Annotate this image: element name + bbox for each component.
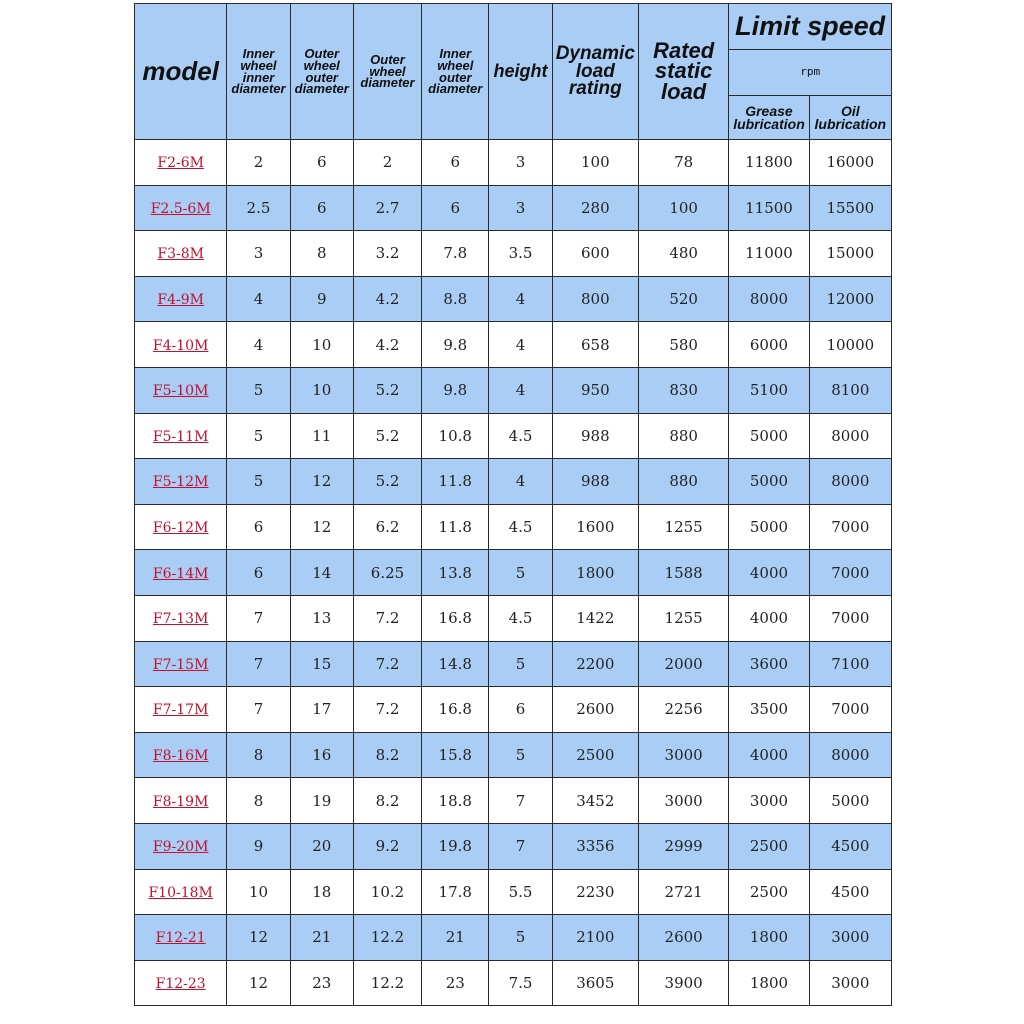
static-load-cell: 2256	[638, 687, 728, 733]
height-cell: 3.5	[489, 231, 552, 277]
height-cell: 5	[489, 641, 552, 687]
model-link[interactable]: F5-12M	[152, 474, 209, 491]
table-row	[135, 322, 892, 368]
header-oil-lubrication: Oil lubrication	[809, 96, 891, 140]
height-cell: 7	[489, 823, 552, 869]
model-link[interactable]: F6-12M	[152, 520, 209, 537]
model-cell	[135, 504, 227, 550]
oil-speed-cell: 8000	[809, 459, 891, 505]
outer-outer-diameter-cell: 6	[290, 140, 353, 186]
inner-inner-diameter-cell: 6	[227, 504, 290, 550]
outer-outer-diameter-cell: 18	[290, 869, 353, 915]
model-cell	[135, 732, 227, 778]
dynamic-load-cell: 3356	[552, 823, 638, 869]
model-link[interactable]: F5-10M	[152, 383, 209, 400]
inner-outer-diameter-cell: 13.8	[422, 550, 489, 596]
table-row	[135, 231, 892, 277]
inner-outer-diameter-cell: 9.8	[422, 322, 489, 368]
model-cell	[135, 869, 227, 915]
oil-speed-cell: 5000	[809, 778, 891, 824]
grease-speed-cell: 5000	[729, 459, 809, 505]
oil-speed-cell: 3000	[809, 960, 891, 1006]
outer-diameter-cell: 12.2	[353, 960, 421, 1006]
header-outer-diameter: Outer wheel diameter	[353, 4, 421, 140]
model-cell	[135, 231, 227, 277]
inner-outer-diameter-cell: 8.8	[422, 276, 489, 322]
grease-speed-cell: 5000	[729, 413, 809, 459]
model-link[interactable]: F2.5-6M	[150, 200, 211, 217]
oil-speed-cell: 7100	[809, 641, 891, 687]
model-link[interactable]: F8-19M	[152, 793, 209, 810]
height-cell: 6	[489, 687, 552, 733]
static-load-cell: 2999	[638, 823, 728, 869]
header-dynamic-load-rating: Dynamic load rating	[552, 4, 638, 140]
dynamic-load-cell: 3605	[552, 960, 638, 1006]
model-cell	[135, 595, 227, 641]
inner-outer-diameter-cell: 19.8	[422, 823, 489, 869]
height-cell: 4	[489, 367, 552, 413]
outer-outer-diameter-cell: 10	[290, 322, 353, 368]
model-link[interactable]: F4-10M	[152, 337, 209, 354]
static-load-cell: 2000	[638, 641, 728, 687]
outer-outer-diameter-cell: 16	[290, 732, 353, 778]
dynamic-load-cell: 988	[552, 413, 638, 459]
outer-diameter-cell: 7.2	[353, 641, 421, 687]
grease-speed-cell: 1800	[729, 915, 809, 961]
height-cell: 4	[489, 459, 552, 505]
model-link[interactable]: F12-23	[155, 975, 206, 992]
outer-outer-diameter-cell: 14	[290, 550, 353, 596]
grease-speed-cell: 4000	[729, 595, 809, 641]
inner-inner-diameter-cell: 7	[227, 687, 290, 733]
dynamic-load-cell: 280	[552, 185, 638, 231]
inner-outer-diameter-cell: 9.8	[422, 367, 489, 413]
inner-inner-diameter-cell: 12	[227, 915, 290, 961]
model-cell	[135, 550, 227, 596]
grease-speed-cell: 3000	[729, 778, 809, 824]
inner-outer-diameter-cell: 11.8	[422, 459, 489, 505]
outer-diameter-cell: 5.2	[353, 459, 421, 505]
table-body	[135, 140, 892, 1006]
model-link[interactable]: F7-13M	[152, 611, 209, 628]
outer-diameter-cell: 4.2	[353, 322, 421, 368]
inner-inner-diameter-cell: 5	[227, 367, 290, 413]
static-load-cell: 3900	[638, 960, 728, 1006]
outer-diameter-cell: 4.2	[353, 276, 421, 322]
table-row	[135, 778, 892, 824]
outer-outer-diameter-cell: 17	[290, 687, 353, 733]
grease-speed-cell: 1800	[729, 960, 809, 1006]
dynamic-load-cell: 2600	[552, 687, 638, 733]
model-cell	[135, 367, 227, 413]
grease-speed-cell: 11800	[729, 140, 809, 186]
static-load-cell: 2721	[638, 869, 728, 915]
grease-speed-cell: 11500	[729, 185, 809, 231]
inner-inner-diameter-cell: 8	[227, 778, 290, 824]
table-row	[135, 140, 892, 186]
static-load-cell: 2600	[638, 915, 728, 961]
header-model: model	[135, 4, 227, 140]
static-load-cell: 3000	[638, 778, 728, 824]
dynamic-load-cell: 100	[552, 140, 638, 186]
table-row	[135, 459, 892, 505]
header-outer-outer-diameter: Outer wheel outer diameter	[290, 4, 353, 140]
model-link[interactable]: F7-15M	[152, 656, 209, 673]
model-cell	[135, 915, 227, 961]
outer-outer-diameter-cell: 9	[290, 276, 353, 322]
outer-outer-diameter-cell: 15	[290, 641, 353, 687]
model-link[interactable]: F7-17M	[152, 702, 209, 719]
table-row	[135, 413, 892, 459]
oil-speed-cell: 7000	[809, 504, 891, 550]
table-row	[135, 185, 892, 231]
outer-diameter-cell: 6.25	[353, 550, 421, 596]
height-cell: 4.5	[489, 504, 552, 550]
model-cell	[135, 960, 227, 1006]
dynamic-load-cell: 2200	[552, 641, 638, 687]
oil-speed-cell: 7000	[809, 595, 891, 641]
header-height: height	[489, 4, 552, 140]
header-rated-static-load: Rated static load	[638, 4, 728, 140]
oil-speed-cell: 15000	[809, 231, 891, 277]
dynamic-load-cell: 1422	[552, 595, 638, 641]
inner-inner-diameter-cell: 2	[227, 140, 290, 186]
static-load-cell: 3000	[638, 732, 728, 778]
static-load-cell: 1255	[638, 504, 728, 550]
oil-speed-cell: 4500	[809, 869, 891, 915]
outer-outer-diameter-cell: 13	[290, 595, 353, 641]
header-grease-lubrication: Grease lubrication	[729, 96, 809, 140]
inner-inner-diameter-cell: 5	[227, 459, 290, 505]
inner-inner-diameter-cell: 8	[227, 732, 290, 778]
outer-diameter-cell: 8.2	[353, 778, 421, 824]
inner-inner-diameter-cell: 9	[227, 823, 290, 869]
height-cell: 7.5	[489, 960, 552, 1006]
model-link[interactable]: F2-6M	[157, 155, 204, 172]
outer-diameter-cell: 2.7	[353, 185, 421, 231]
model-cell	[135, 778, 227, 824]
height-cell: 5.5	[489, 869, 552, 915]
static-load-cell: 100	[638, 185, 728, 231]
outer-diameter-cell: 7.2	[353, 595, 421, 641]
inner-outer-diameter-cell: 16.8	[422, 595, 489, 641]
dynamic-load-cell: 800	[552, 276, 638, 322]
inner-inner-diameter-cell: 10	[227, 869, 290, 915]
outer-outer-diameter-cell: 12	[290, 504, 353, 550]
dynamic-load-cell: 658	[552, 322, 638, 368]
inner-outer-diameter-cell: 18.8	[422, 778, 489, 824]
outer-outer-diameter-cell: 6	[290, 185, 353, 231]
model-link[interactable]: F4-9M	[157, 292, 204, 309]
inner-outer-diameter-cell: 6	[422, 140, 489, 186]
table-header	[135, 4, 892, 140]
grease-speed-cell: 4000	[729, 732, 809, 778]
model-link[interactable]: F3-8M	[157, 246, 204, 263]
dynamic-load-cell: 1800	[552, 550, 638, 596]
model-cell	[135, 276, 227, 322]
outer-diameter-cell: 8.2	[353, 732, 421, 778]
static-load-cell: 830	[638, 367, 728, 413]
oil-speed-cell: 8100	[809, 367, 891, 413]
oil-speed-cell: 8000	[809, 413, 891, 459]
model-link[interactable]: F5-11M	[152, 428, 209, 445]
grease-speed-cell: 4000	[729, 550, 809, 596]
static-load-cell: 880	[638, 459, 728, 505]
height-cell: 4.5	[489, 413, 552, 459]
inner-outer-diameter-cell: 7.8	[422, 231, 489, 277]
static-load-cell: 580	[638, 322, 728, 368]
table-row	[135, 687, 892, 733]
outer-diameter-cell: 2	[353, 140, 421, 186]
model-link[interactable]: F8-16M	[152, 748, 209, 765]
outer-outer-diameter-cell: 10	[290, 367, 353, 413]
outer-outer-diameter-cell: 21	[290, 915, 353, 961]
model-link[interactable]: F12-21	[155, 930, 206, 947]
table-row	[135, 367, 892, 413]
outer-outer-diameter-cell: 11	[290, 413, 353, 459]
model-cell	[135, 641, 227, 687]
grease-speed-cell: 3600	[729, 641, 809, 687]
table-row	[135, 915, 892, 961]
table-row	[135, 869, 892, 915]
table-row	[135, 641, 892, 687]
height-cell: 3	[489, 140, 552, 186]
outer-outer-diameter-cell: 12	[290, 459, 353, 505]
inner-inner-diameter-cell: 7	[227, 595, 290, 641]
inner-inner-diameter-cell: 12	[227, 960, 290, 1006]
oil-speed-cell: 15500	[809, 185, 891, 231]
height-cell: 5	[489, 550, 552, 596]
model-cell	[135, 322, 227, 368]
oil-speed-cell: 7000	[809, 550, 891, 596]
dynamic-load-cell: 2100	[552, 915, 638, 961]
grease-speed-cell: 2500	[729, 823, 809, 869]
outer-outer-diameter-cell: 8	[290, 231, 353, 277]
dynamic-load-cell: 2500	[552, 732, 638, 778]
header-inner-inner-diameter: Inner wheel inner diameter	[227, 4, 290, 140]
inner-outer-diameter-cell: 14.8	[422, 641, 489, 687]
model-cell	[135, 823, 227, 869]
inner-inner-diameter-cell: 6	[227, 550, 290, 596]
dynamic-load-cell: 950	[552, 367, 638, 413]
header-rpm-unit: rpm	[729, 50, 892, 96]
inner-inner-diameter-cell: 2.5	[227, 185, 290, 231]
outer-diameter-cell: 5.2	[353, 413, 421, 459]
height-cell: 5	[489, 915, 552, 961]
oil-speed-cell: 12000	[809, 276, 891, 322]
outer-diameter-cell: 9.2	[353, 823, 421, 869]
outer-diameter-cell: 5.2	[353, 367, 421, 413]
inner-inner-diameter-cell: 3	[227, 231, 290, 277]
header-limit-speed: Limit speed	[729, 4, 892, 50]
model-link[interactable]: F6-14M	[152, 565, 209, 582]
model-cell	[135, 459, 227, 505]
dynamic-load-cell: 3452	[552, 778, 638, 824]
height-cell: 4	[489, 276, 552, 322]
inner-outer-diameter-cell: 17.8	[422, 869, 489, 915]
model-cell	[135, 687, 227, 733]
height-cell: 4	[489, 322, 552, 368]
model-cell	[135, 140, 227, 186]
inner-outer-diameter-cell: 11.8	[422, 504, 489, 550]
static-load-cell: 520	[638, 276, 728, 322]
grease-speed-cell: 5000	[729, 504, 809, 550]
table-row	[135, 732, 892, 778]
outer-outer-diameter-cell: 19	[290, 778, 353, 824]
oil-speed-cell: 16000	[809, 140, 891, 186]
table-row	[135, 504, 892, 550]
grease-speed-cell: 2500	[729, 869, 809, 915]
height-cell: 5	[489, 732, 552, 778]
grease-speed-cell: 11000	[729, 231, 809, 277]
grease-speed-cell: 5100	[729, 367, 809, 413]
outer-outer-diameter-cell: 20	[290, 823, 353, 869]
inner-outer-diameter-cell: 23	[422, 960, 489, 1006]
height-cell: 4.5	[489, 595, 552, 641]
bearing-spec-table	[134, 3, 892, 1006]
dynamic-load-cell: 988	[552, 459, 638, 505]
oil-speed-cell: 3000	[809, 915, 891, 961]
oil-speed-cell: 8000	[809, 732, 891, 778]
inner-outer-diameter-cell: 16.8	[422, 687, 489, 733]
table-row	[135, 550, 892, 596]
static-load-cell: 78	[638, 140, 728, 186]
inner-outer-diameter-cell: 6	[422, 185, 489, 231]
grease-speed-cell: 6000	[729, 322, 809, 368]
inner-inner-diameter-cell: 5	[227, 413, 290, 459]
outer-diameter-cell: 12.2	[353, 915, 421, 961]
outer-diameter-cell: 10.2	[353, 869, 421, 915]
static-load-cell: 1255	[638, 595, 728, 641]
table-row	[135, 595, 892, 641]
dynamic-load-cell: 1600	[552, 504, 638, 550]
oil-speed-cell: 4500	[809, 823, 891, 869]
oil-speed-cell: 7000	[809, 687, 891, 733]
outer-diameter-cell: 6.2	[353, 504, 421, 550]
oil-speed-cell: 10000	[809, 322, 891, 368]
height-cell: 7	[489, 778, 552, 824]
dynamic-load-cell: 600	[552, 231, 638, 277]
height-cell: 3	[489, 185, 552, 231]
inner-inner-diameter-cell: 4	[227, 322, 290, 368]
outer-outer-diameter-cell: 23	[290, 960, 353, 1006]
model-link[interactable]: F10-18M	[148, 884, 213, 901]
dynamic-load-cell: 2230	[552, 869, 638, 915]
inner-outer-diameter-cell: 21	[422, 915, 489, 961]
model-link[interactable]: F9-20M	[152, 839, 209, 856]
outer-diameter-cell: 3.2	[353, 231, 421, 277]
static-load-cell: 1588	[638, 550, 728, 596]
table-row	[135, 960, 892, 1006]
model-cell	[135, 413, 227, 459]
grease-speed-cell: 3500	[729, 687, 809, 733]
table-row	[135, 276, 892, 322]
grease-speed-cell: 8000	[729, 276, 809, 322]
model-cell	[135, 185, 227, 231]
inner-outer-diameter-cell: 15.8	[422, 732, 489, 778]
table-row	[135, 823, 892, 869]
inner-inner-diameter-cell: 4	[227, 276, 290, 322]
inner-inner-diameter-cell: 7	[227, 641, 290, 687]
static-load-cell: 880	[638, 413, 728, 459]
outer-diameter-cell: 7.2	[353, 687, 421, 733]
static-load-cell: 480	[638, 231, 728, 277]
inner-outer-diameter-cell: 10.8	[422, 413, 489, 459]
header-inner-outer-diameter: Inner wheel outer diameter	[422, 4, 489, 140]
